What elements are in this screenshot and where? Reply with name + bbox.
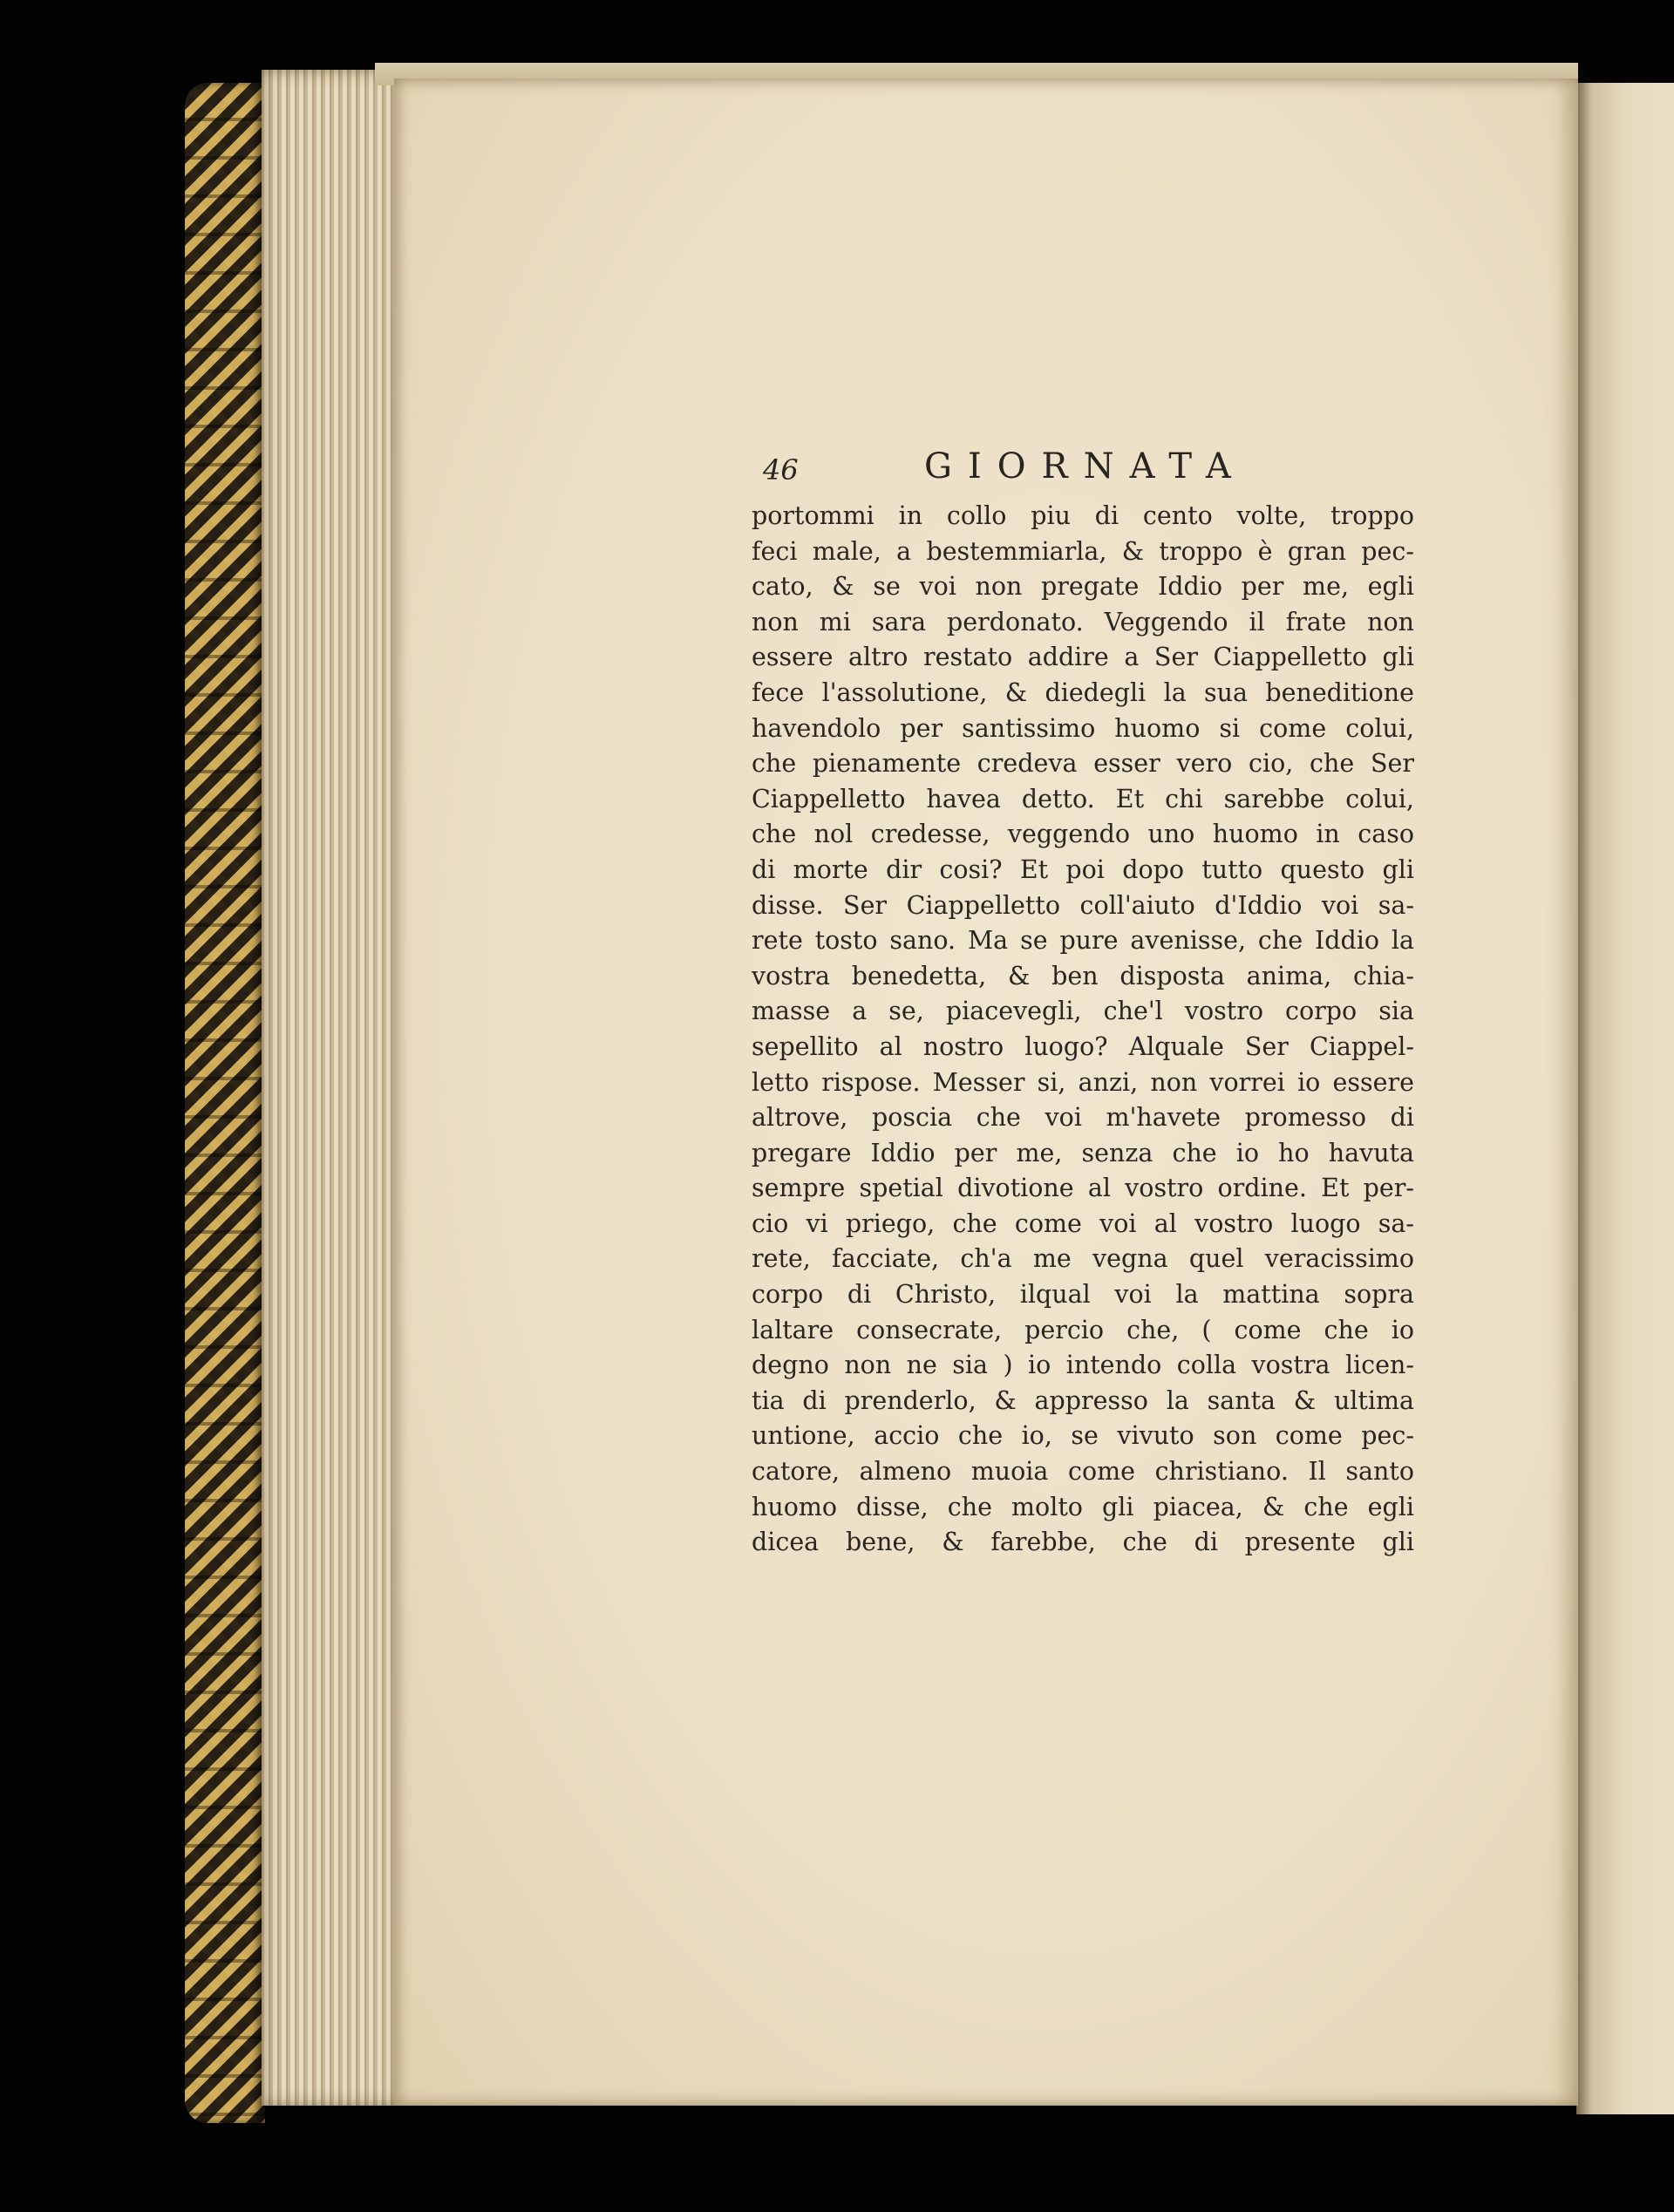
text-line: untione, accio che io, se vivuto son come pec-: [752, 1421, 1414, 1451]
text-line: sepellito al nostro luogo? Alquale Ser Ciappel-: [752, 1031, 1414, 1061]
text-line: laltare consecrate, percio che, ( come che io: [752, 1315, 1414, 1344]
gilt-spine: [185, 83, 265, 2123]
text-line: havendolo per santissimo huomo si come colui,: [752, 713, 1414, 743]
text-line: rete tosto sano. Ma se pure avenisse, che Iddio la: [752, 926, 1414, 956]
page-edges: [262, 70, 401, 2106]
running-head: GIORNATA: [924, 446, 1247, 487]
text-line: disse. Ser Ciappelletto coll'aiuto d'Iddio voi sa-: [752, 890, 1414, 920]
text-line: di morte dir cosi? Et poi dopo tutto questo gli: [752, 854, 1414, 884]
body-text: [752, 499, 1414, 1561]
text-line: portommi in collo piu di cento volte, troppo: [752, 501, 1414, 530]
text-line: fece l'assolutione, & diedegli la sua beneditione: [752, 677, 1414, 707]
text-line: corpo di Christo, ilqual voi la mattina sopra: [752, 1280, 1414, 1310]
text-line: vostra benedetta, & ben disposta anima, chia-: [752, 961, 1414, 990]
page-header: [763, 446, 1408, 495]
text-line: essere altro restato addire a Ser Ciappelletto gli: [752, 643, 1414, 672]
text-line: masse a se, piacevegli, che'l vostro corpo sia: [752, 997, 1414, 1026]
text-line: Ciappelletto havea detto. Et chi sarebbe colui,: [752, 784, 1414, 813]
text-line: pregare Iddio per me, senza che io ho havuta: [752, 1138, 1414, 1167]
text-line: non mi sara perdonato. Veggendo il frate non: [752, 607, 1414, 636]
text-line: sempre spetial divotione al vostro ordine. Et per-: [752, 1174, 1414, 1203]
text-line: feci male, a bestemmiarla, & troppo è gran pec-: [752, 536, 1414, 566]
text-line: letto rispose. Messer si, anzi, non vorrei io essere: [752, 1067, 1414, 1097]
text-line: huomo disse, che molto gli piacea, & che egli: [752, 1492, 1414, 1521]
text-line: cio vi priego, che come voi al vostro luogo sa-: [752, 1208, 1414, 1238]
text-line: che pienamente credeva esser vero cio, che Ser: [752, 749, 1414, 779]
text-line: catore, almeno muoia come christiano. Il santo: [752, 1457, 1414, 1487]
text-line: dicea bene, & farebbe, che di presente gli: [752, 1528, 1414, 1557]
text-line: tia di prenderlo, & appresso la santa & ultima: [752, 1385, 1414, 1415]
text-line: cato, & se voi non pregate Iddio per me, egli: [752, 572, 1414, 602]
text-line: rete, facciate, ch'a me vegna quel veracissimo: [752, 1244, 1414, 1274]
text-line: altrove, poscia che voi m'havete promesso di: [752, 1103, 1414, 1133]
page-number: 46: [763, 453, 799, 487]
text-line: che nol credesse, veggendo uno huomo in caso: [752, 820, 1414, 849]
text-line: degno non ne sia ) io intendo colla vostra licen-: [752, 1351, 1414, 1380]
facing-page-edge: [1576, 83, 1674, 2114]
